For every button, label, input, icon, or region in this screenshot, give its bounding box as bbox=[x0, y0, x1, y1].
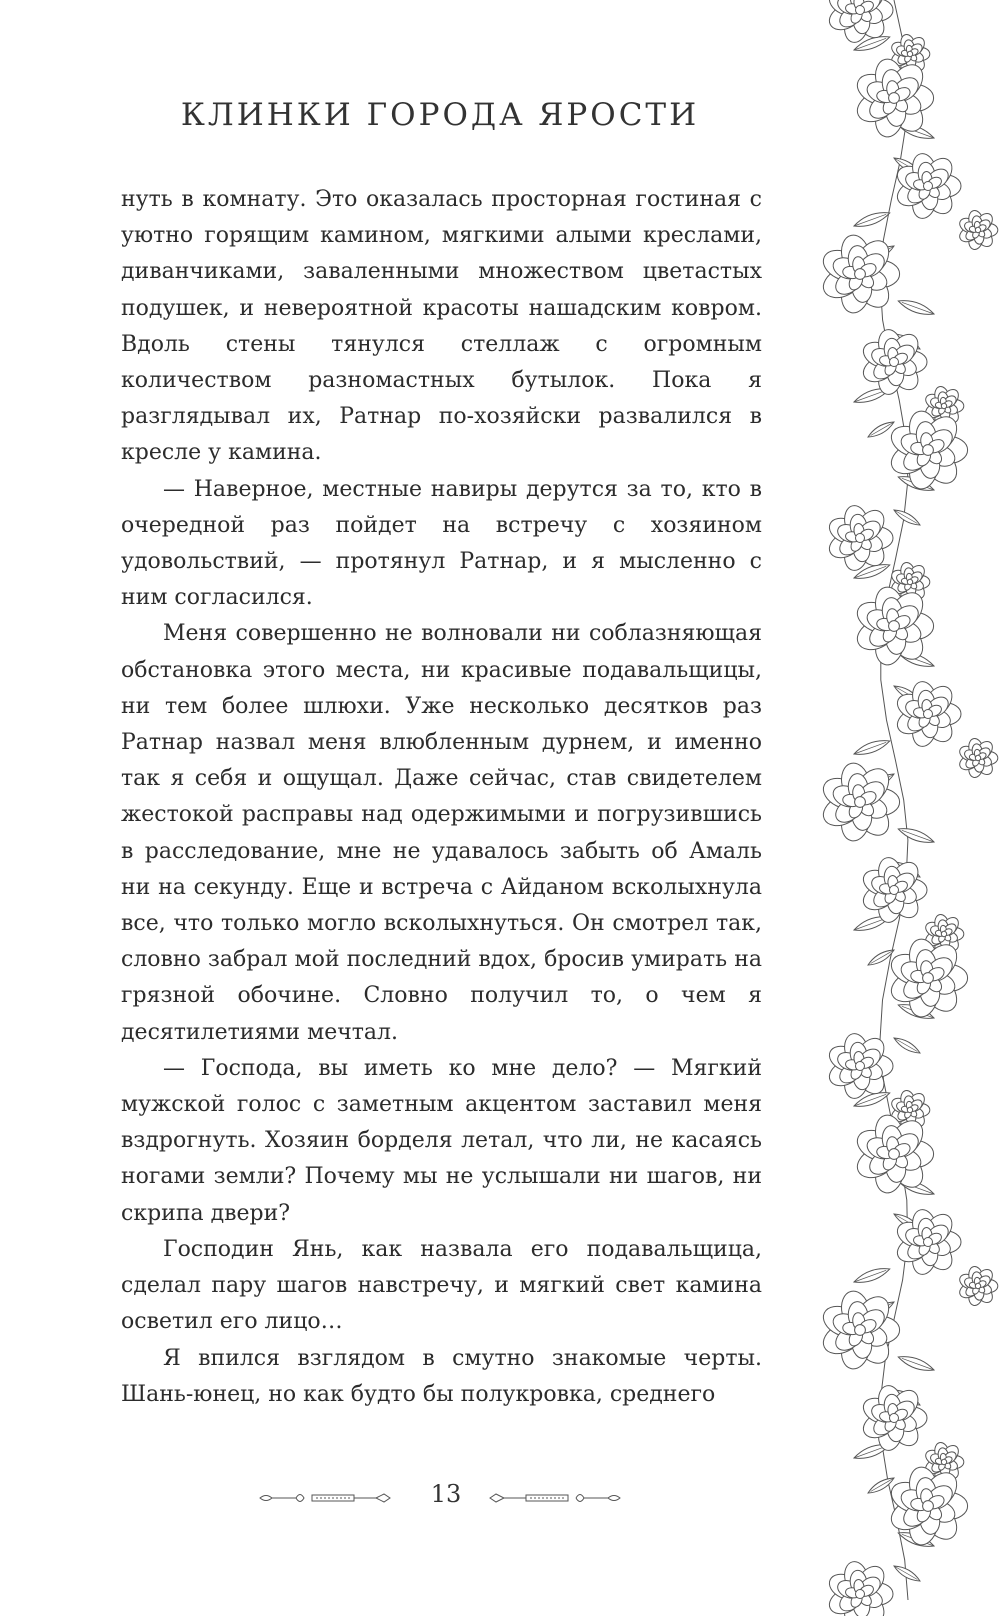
running-title: КЛИНКИ ГОРОДА ЯРОСТИ bbox=[180, 97, 700, 133]
body-text bbox=[121, 182, 762, 1413]
page-number: 13 bbox=[430, 1480, 462, 1508]
paragraph: — Наверное, местные навиры дерутся за то, кто в очередной раз пойдет на встречу с хозяином удовольствий, — протянул Ратнар, и я мысленно с ним согласился. bbox=[121, 476, 762, 611]
paragraph: Господин Янь, как назвала его подавальщица, сделал пару шагов навстречу, и мягкий свет камина осветил его лицо… bbox=[121, 1236, 762, 1335]
footer-ornament-right-icon bbox=[488, 1488, 624, 1508]
footer-ornament-left-icon bbox=[256, 1488, 392, 1508]
paragraph: нуть в комнату. Это оказалась просторная гостиная с уютно горящим камином, мягкими алыми креслами, диванчиками, заваленными множеством цветастых подушек, и невероятной красоты нашадским ковром. Вдоль стены тянулся стеллаж с огромным количеством разномастных бутылок. Пока я разглядывал их, Ратнар по-хозяйски развалился в кресле у камина. bbox=[121, 187, 762, 466]
paragraph: Я впился взглядом в смутно знакомые черты. Шань-юнец, но как будто бы полукровка, среднего bbox=[121, 1345, 762, 1407]
page-footer bbox=[256, 1480, 636, 1516]
paragraph: — Господа, вы иметь ко мне дело? — Мягкий мужской голос с заметным акцентом заставил меня вздрогнуть. Хозяин борделя летал, что ли, не касаясь ногами земли? Почему мы не услышали ни шагов, ни скрипа двери? bbox=[121, 1055, 762, 1226]
paragraph: Меня совершенно не волновали ни соблазняющая обстановка этого места, ни красивые подавальщицы, ни тем более шлюхи. Уже несколько десятков раз Ратнар назвал меня влюбленным дурнем, и именно так я себя и ощущал. Даже сейчас, став свидетелем жестокой расправы над одержимыми и погрузившись в расследование, мне не удавалось забыть об Амаль ни на секунду. Еще и встреча с Айданом всколыхнула все, что только могло всколыхнуться. Он смотрел так, словно забрал мой последний вдох, бросив умирать на грязной обочине. Словно получил то, о чем я десятилетиями мечтал. bbox=[121, 621, 762, 1045]
floral-border-icon bbox=[794, 0, 1000, 1616]
